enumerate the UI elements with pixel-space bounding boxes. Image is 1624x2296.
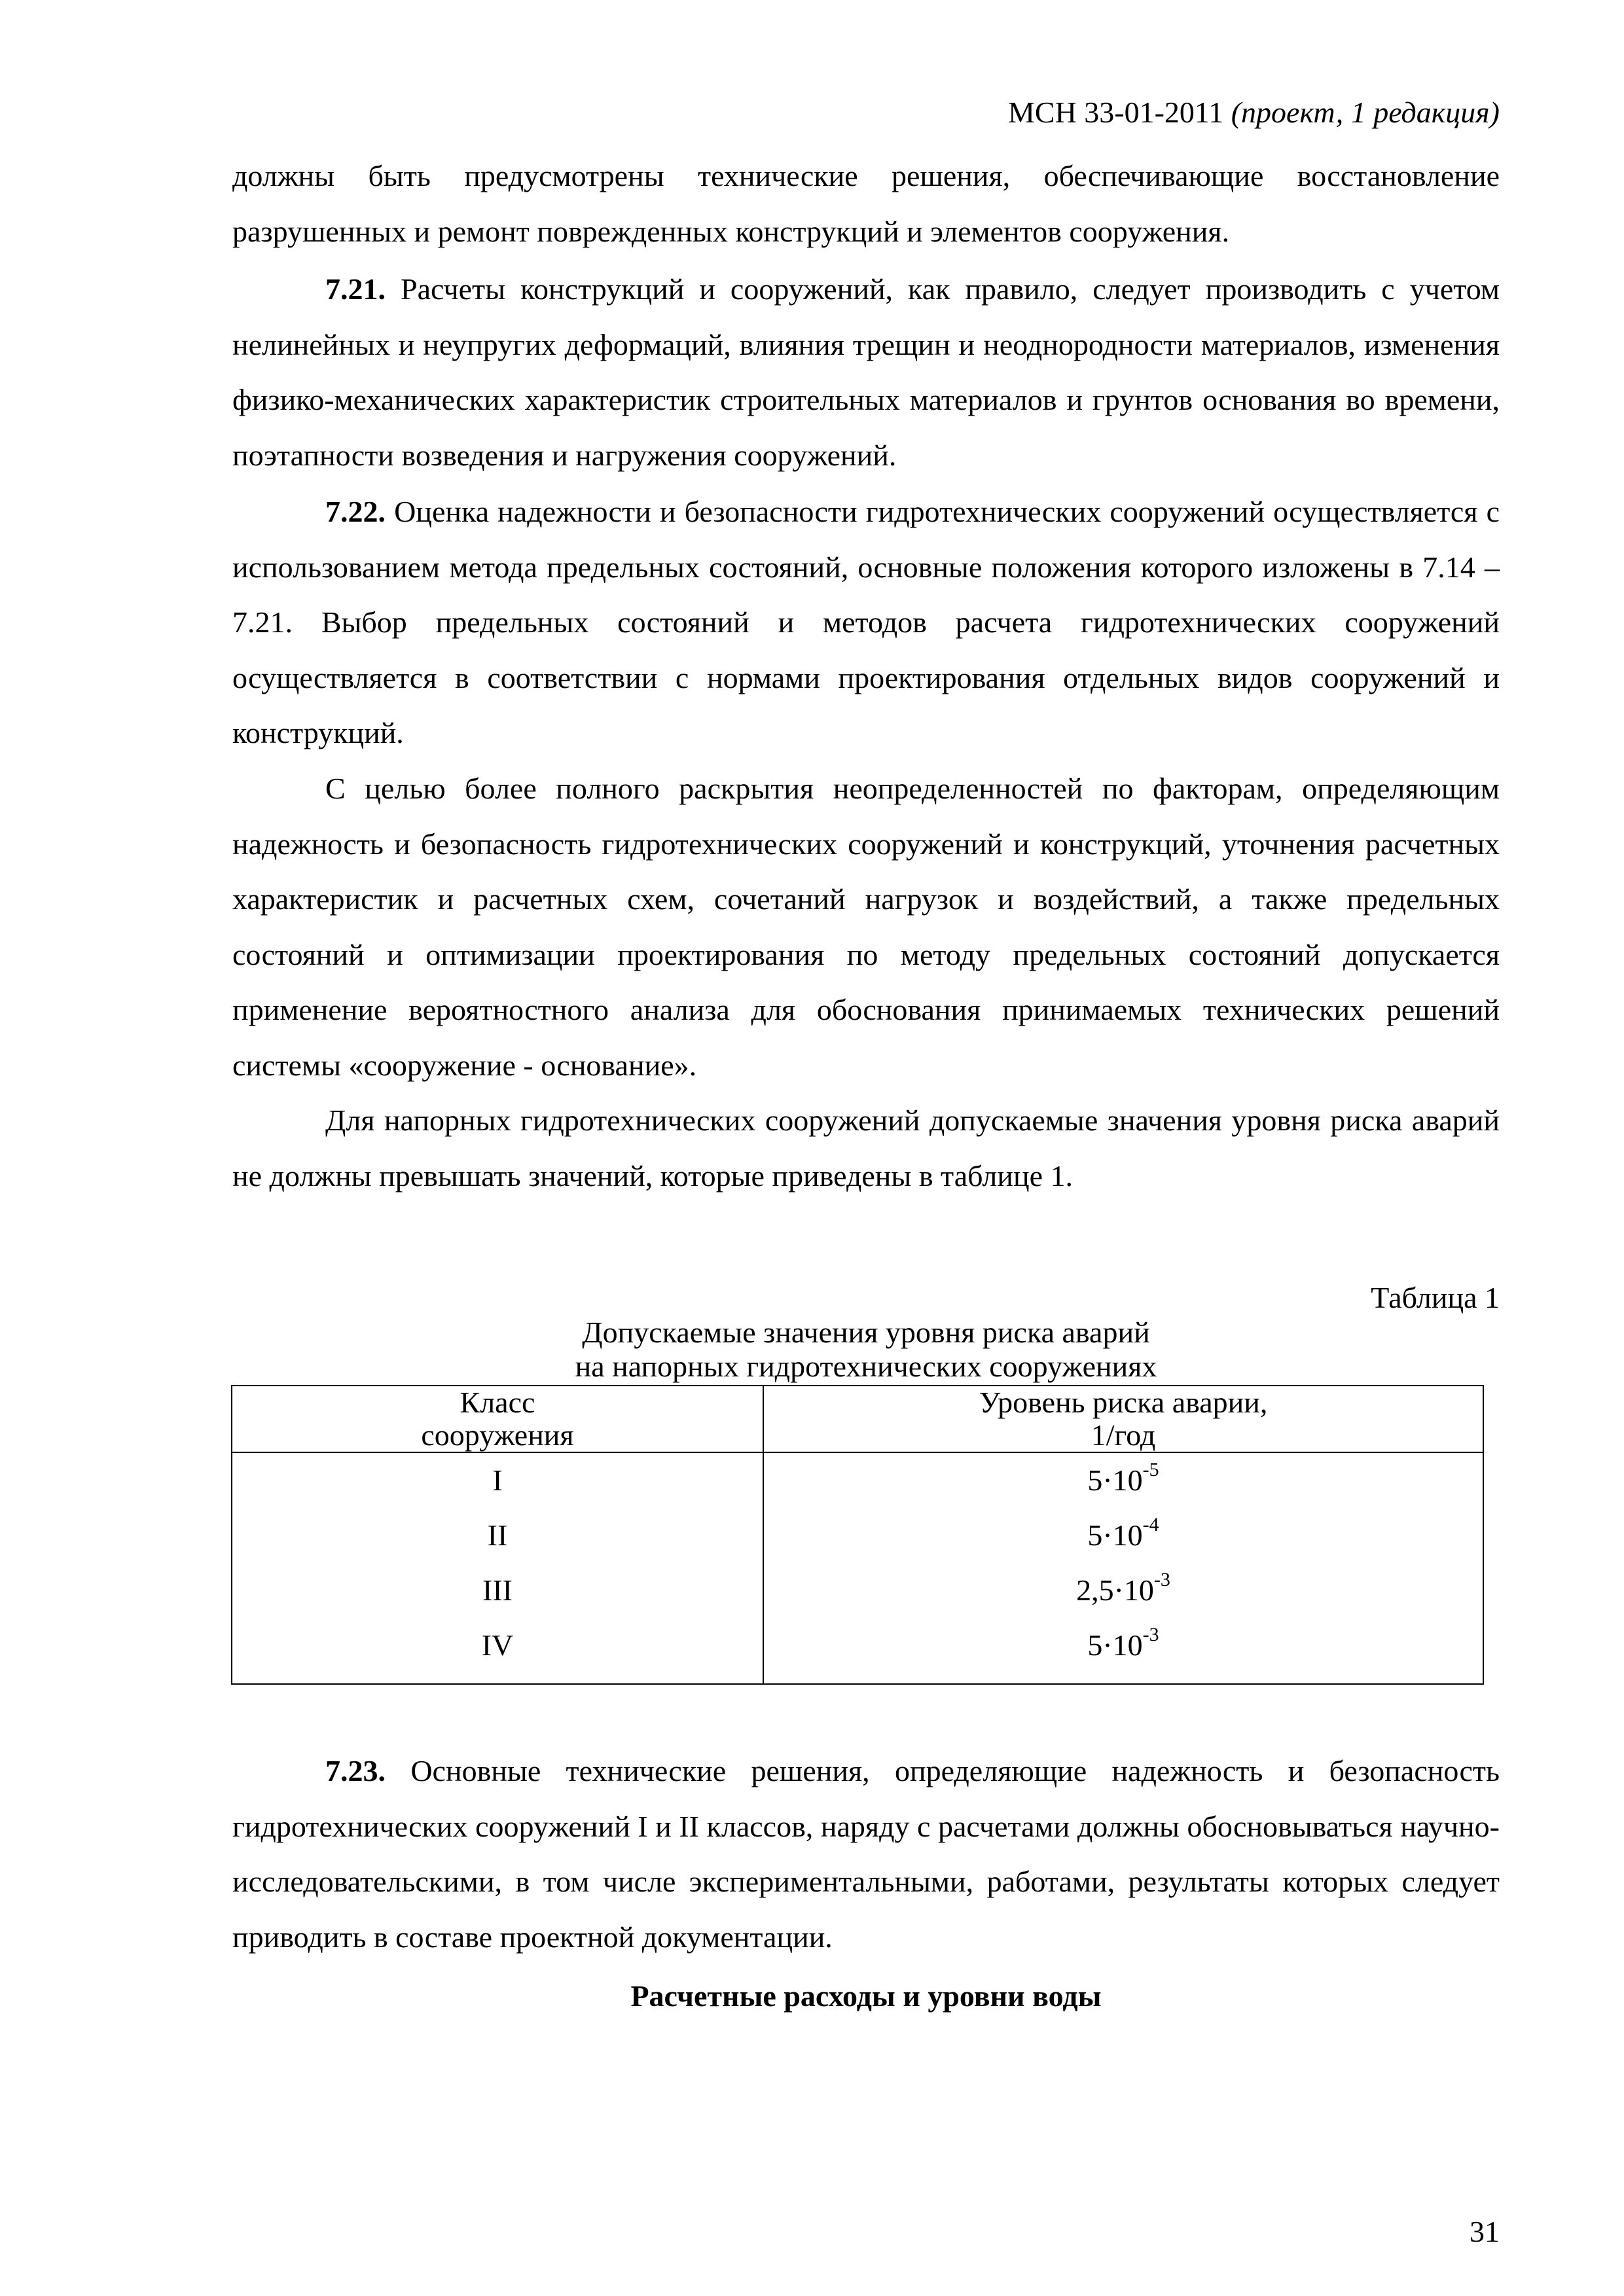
column-header-class [232, 1386, 763, 1452]
document-status: (проект, 1 редакция) [1231, 96, 1500, 129]
column-header-risk [763, 1386, 1483, 1452]
paragraph-7-23 [232, 1744, 1500, 1965]
class-cell: III [232, 1563, 763, 1618]
table-label: Таблица 1 [1371, 1281, 1500, 1314]
risk-value-cell [763, 1618, 1483, 1684]
page-header [1008, 93, 1500, 132]
risk-value-mantissa: 2,5·10 [1076, 1573, 1154, 1607]
clause-number-7-23: 7.23. [325, 1754, 386, 1787]
document-code: МСН 33-01-2011 [1007, 96, 1224, 129]
risk-value-exponent: -5 [1142, 1459, 1159, 1480]
clause-text-7-21: Расчеты конструкций и сооружений, как правило, следует производить с учетом нелинейных и неупругих деформаций, влияния трещин и неоднородности материалов, изменения физико-механических характеристик строительных материалов и грунтов основания во времени, поэтапности возведения и нагружения сооружений. [232, 272, 1500, 472]
table-row [232, 1508, 1483, 1563]
clause-number-7-22: 7.22. [325, 495, 386, 528]
column-header-risk-line-2: 1/год [1091, 1418, 1156, 1452]
clause-text-7-22: Оценка надежности и безопасности гидротехнических сооружений осуществляется с использованием метода предельных состояний, основные положения которого изложены в 7.14 – 7.21. Выбор предельных состояний и методов расчета гидротехнических сооружений осуществляется в соответствии с нормами проектирования отдельных видов сооружений и конструкций. [232, 495, 1500, 750]
risk-value-cell [763, 1563, 1483, 1618]
table-row [232, 1618, 1483, 1684]
class-cell: IV [232, 1618, 763, 1684]
paragraph-7-21 [232, 262, 1500, 483]
risk-value-cell [763, 1452, 1483, 1508]
paragraph-7-22 [232, 484, 1500, 761]
risk-value-exponent: -3 [1142, 1624, 1159, 1645]
class-cell: II [232, 1508, 763, 1563]
risk-value-exponent: -4 [1142, 1514, 1159, 1535]
risk-value-mantissa: 5·10 [1087, 1518, 1143, 1552]
column-header-risk-line-1: Уровень риска аварии, [979, 1386, 1268, 1419]
table-header-row [232, 1386, 1483, 1452]
paragraph-probabilistic-analysis [232, 761, 1500, 1094]
table-caption-line-1: Допускаемые значения уровня риска аварий [582, 1316, 1150, 1349]
column-header-class-line-1: Класс [460, 1386, 535, 1419]
clause-number-7-21: 7.21. [325, 272, 386, 306]
risk-value-mantissa: 5·10 [1087, 1628, 1143, 1662]
table-caption [232, 1316, 1500, 1384]
risk-value-exponent: -3 [1153, 1569, 1170, 1590]
paragraph-risk-levels-text: Для напорных гидротехнических сооружений допускаемые значения уровня риска аварий не должны превышать значений, которые приведены в таблице 1. [232, 1103, 1500, 1193]
section-heading: Расчетные расходы и уровни воды [630, 1979, 1102, 2013]
table-row [232, 1563, 1483, 1618]
paragraph-risk-levels [232, 1093, 1500, 1204]
paragraph-continuation [232, 149, 1500, 259]
risk-value-cell [763, 1508, 1483, 1563]
table-caption-line-2: на напорных гидротехнических сооружениях [575, 1350, 1157, 1383]
paragraph-probabilistic-analysis-text: С целью более полного раскрытия неопределенностей по факторам, определяющим надежность и безопасность гидротехнических сооружений и конструкций, уточнения расчетных характеристик и расчетных схем, сочетаний нагрузок и воздействий, а также предельных состояний и оптимизации проектирования по методу предельных состояний допускается применение вероятностного анализа для обоснования принимаемых технических решений системы «сооружение - основание». [232, 772, 1500, 1082]
page-number: 31 [1470, 2215, 1500, 2248]
paragraph-continuation-text: должны быть предусмотрены технические решения, обеспечивающие восстановление разрушенных и ремонт поврежденных конструкций и элементов сооружения. [232, 159, 1500, 248]
table-row [232, 1452, 1483, 1508]
risk-value-mantissa: 5·10 [1087, 1463, 1143, 1497]
risk-table [231, 1385, 1484, 1685]
class-cell: I [232, 1452, 763, 1508]
clause-text-7-23: Основные технические решения, определяющие надежность и безопасность гидротехнических сооружений I и II классов, наряду с расчетами должны обосновываться научно-исследовательскими, в том числе экспериментальными, работами, результаты которых следует приводить в составе проектной документации. [232, 1754, 1500, 1954]
column-header-class-line-2: сооружения [421, 1418, 574, 1452]
